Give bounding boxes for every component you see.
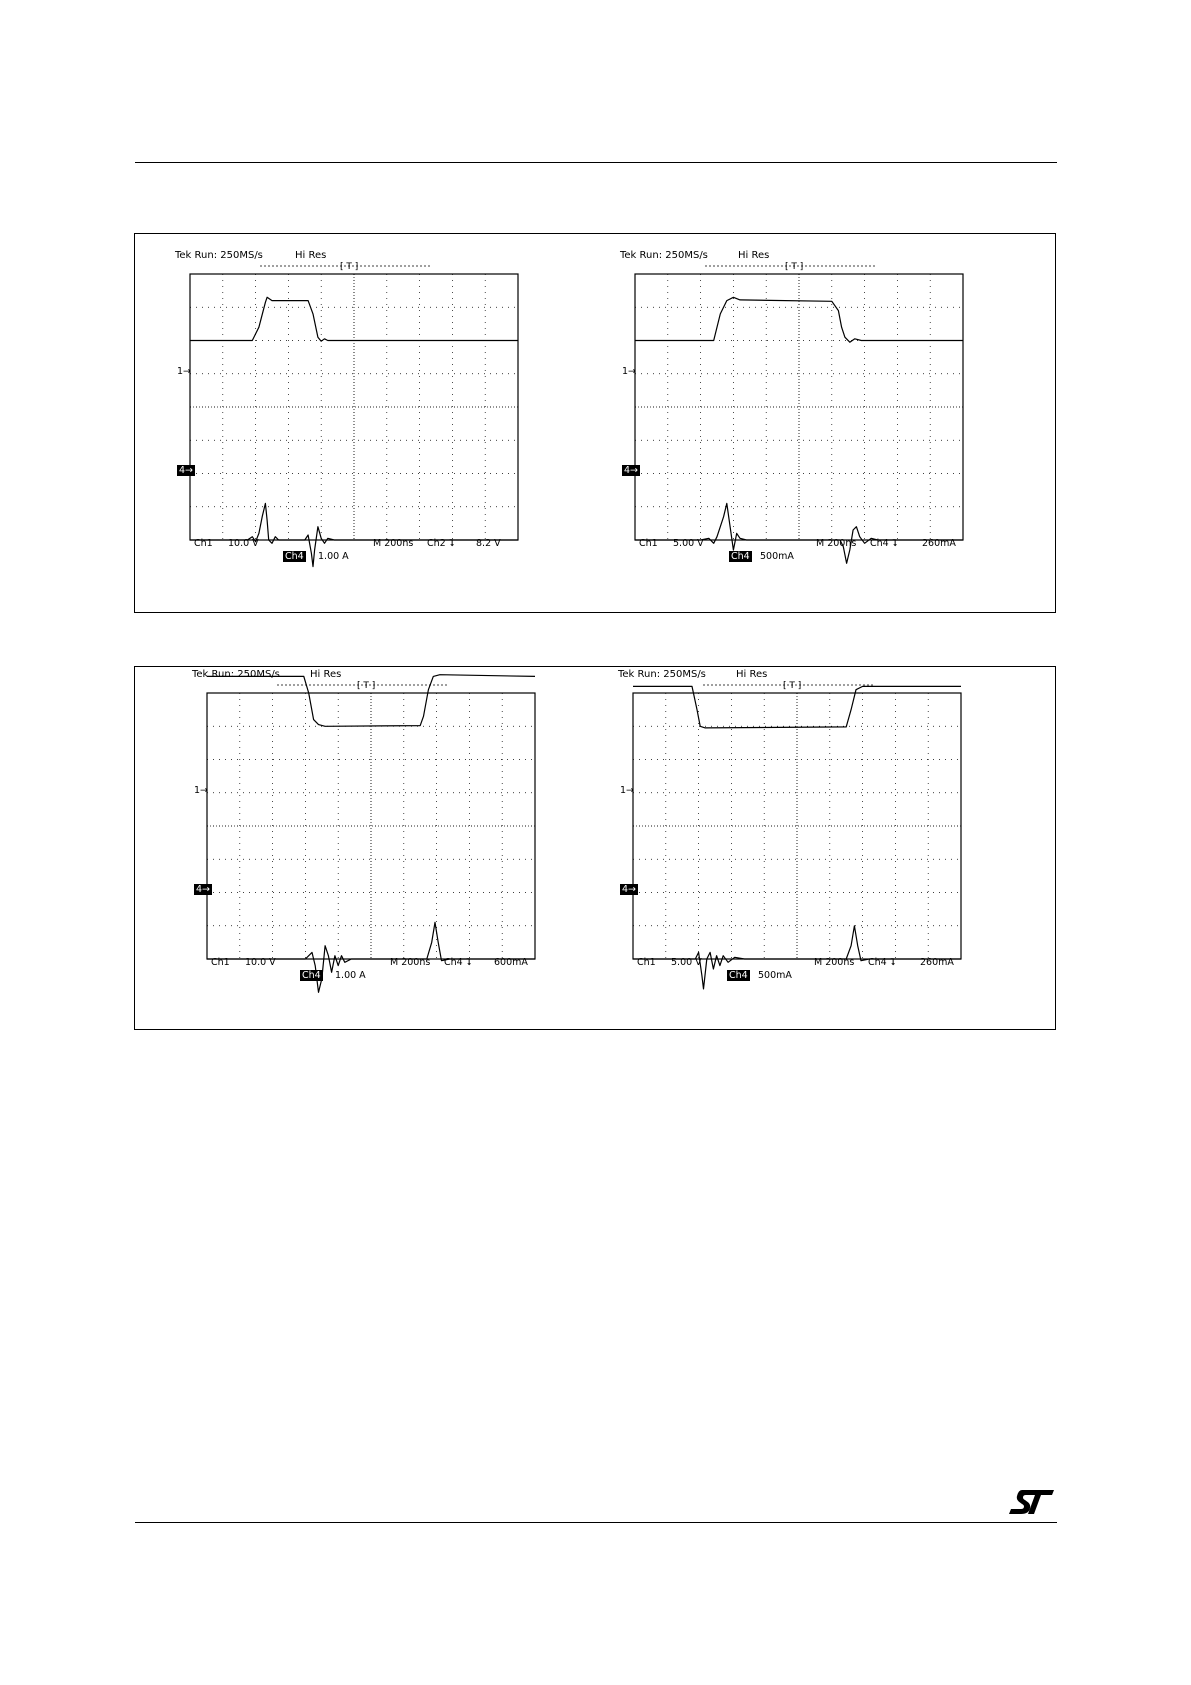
- trigger-position-bar: [703, 681, 873, 691]
- scope-header-tek: Tek Run: 250MS/s: [192, 669, 280, 680]
- scope-screen: [633, 681, 961, 959]
- readout-trigger-level: 8.2 V: [476, 538, 501, 549]
- readout-trigger: Ch4 ⮧: [870, 538, 898, 549]
- trigger-t-label: [ T ]: [785, 262, 804, 272]
- scope-header-mode: Hi Res: [736, 669, 768, 680]
- readout-timebase: M 200ns: [814, 957, 855, 968]
- readout-ch1: Ch1: [211, 957, 230, 968]
- readout-timebase: M 200ns: [373, 538, 414, 549]
- readout-ch4-label: Ch4: [285, 551, 304, 562]
- readout-ch1-scale: 10.0 V: [245, 957, 276, 968]
- readout-ch4-label: Ch4: [729, 970, 748, 981]
- channel4-trace: [635, 503, 963, 563]
- readout-ch4-scale: 500mA: [758, 970, 792, 981]
- readout-trigger-level: 260mA: [922, 538, 956, 549]
- trigger-position-bar: [277, 681, 447, 691]
- readout-ch1: Ch1: [194, 538, 213, 549]
- trigger-t-label: [ T ]: [357, 681, 376, 691]
- readout-ch1-scale: 10.0 V: [228, 538, 259, 549]
- readout-trigger: Ch4 ⮧: [444, 957, 472, 968]
- readout-ch1-scale: 5.00 V: [671, 957, 702, 968]
- scope-header-tek: Tek Run: 250MS/s: [175, 250, 263, 261]
- channel1-marker: 1→: [620, 785, 635, 796]
- readout-trigger-level: 260mA: [920, 957, 954, 968]
- readout-ch1: Ch1: [639, 538, 658, 549]
- readout-ch1-scale: 5.00 V: [673, 538, 704, 549]
- trigger-t-label: [ T ]: [340, 262, 359, 272]
- channel4-marker: 4→: [179, 465, 194, 476]
- readout-ch4-label: Ch4: [302, 970, 321, 981]
- scope-panel: [613, 665, 983, 995]
- channel4-marker: 4→: [622, 884, 637, 895]
- readout-ch4-scale: 500mA: [760, 551, 794, 562]
- readout-trigger: Ch2 ⮧: [427, 538, 455, 549]
- readout-trigger-level: 600mA: [494, 957, 528, 968]
- readout-timebase: M 200ns: [816, 538, 857, 549]
- readout-ch4-label: Ch4: [731, 551, 750, 562]
- scope-panel: [187, 665, 557, 995]
- footer-rule: [135, 1522, 1057, 1523]
- trigger-t-label: [ T ]: [783, 681, 802, 691]
- channel4-marker: 4→: [624, 465, 639, 476]
- readout-timebase: M 200ns: [390, 957, 431, 968]
- readout-ch1: Ch1: [637, 957, 656, 968]
- scope-header-tek: Tek Run: 250MS/s: [618, 669, 706, 680]
- scope-header-mode: Hi Res: [295, 250, 327, 261]
- trigger-position-bar: [260, 262, 430, 272]
- trigger-position-bar: [705, 262, 875, 272]
- channel4-marker: 4→: [196, 884, 211, 895]
- scope-panel: [615, 246, 985, 576]
- readout-trigger: Ch4 ⮧: [868, 957, 896, 968]
- readout-ch4-scale: 1.00 A: [335, 970, 366, 981]
- channel1-marker: 1→: [622, 366, 637, 377]
- st-logo: [1008, 1487, 1056, 1517]
- scope-screen: [207, 681, 535, 959]
- scope-header-mode: Hi Res: [310, 669, 342, 680]
- scope-screen: [635, 262, 963, 540]
- readout-ch4-scale: 1.00 A: [318, 551, 349, 562]
- scope-header-tek: Tek Run: 250MS/s: [620, 250, 708, 261]
- scope-panel: [170, 246, 540, 576]
- header-rule: [135, 162, 1057, 163]
- scope-screen: [190, 262, 518, 540]
- scope-header-mode: Hi Res: [738, 250, 770, 261]
- channel1-marker: 1→: [177, 366, 192, 377]
- channel1-marker: 1→: [194, 785, 209, 796]
